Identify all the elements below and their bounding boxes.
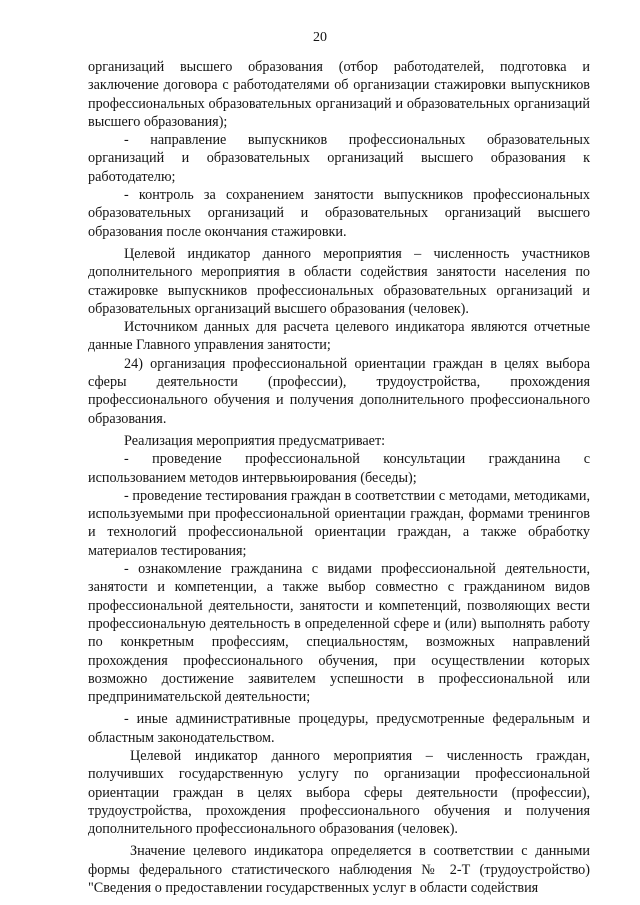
page-number: 20 xyxy=(313,30,327,45)
paragraph: - проведение тестирования граждан в соответствии с методами, методиками, используемыми при профессиональной ориентации граждан, формами тренингов и технологий профессиональной ориентации граждан, а также обработку материалов тестирования; xyxy=(88,487,590,559)
paragraph: - контроль за сохранением занятости выпускников профессиональных образовательных организаций и образовательных организаций высшего образования после окончания стажировки. xyxy=(88,187,590,240)
paragraph: Реализация мероприятия предусматривает: xyxy=(124,432,386,449)
paragraph: Значение целевого индикатора определяется в соответствии с данными формы федерального статистического наблюдения № 2-Т (трудоустройство) "Сведения о предоставлении государственных услуг в области содействия xyxy=(88,843,590,897)
document-body xyxy=(88,58,590,897)
paragraph: - иные административные процедуры, предусмотренные федеральным и областным законодательством. xyxy=(88,711,590,746)
paragraph: - проведение профессиональной консультации гражданина с использованием методов интервьюирования (беседы); xyxy=(88,451,590,486)
paragraph: организаций высшего образования (отбор работодателей, подготовка и заключение договора с работодателями об организации стажировки выпускников профессиональных образовательных организаций и образовательных организаций высшего образования); xyxy=(88,59,590,130)
paragraph: - ознакомление гражданина с видами профессиональной деятельности, занятости и компетенции, а также выбор совместно с гражданином видов профессиональной деятельности, занятости и компетенций, позволяющих вести профессиональную деятельность в определенной сфере и (или) выполнять работу по конкретным профессиям, специальностям, возможных направлений прохождения профессионального обучения, при осуществлении которых возможно достижение заявителем успешности в профессиональной или предпринимательской деятельности; xyxy=(88,561,590,706)
paragraph: 24) организация профессиональной ориентации граждан в целях выбора сферы деятельности (профессии), трудоустройства, прохождения профессионального обучения и получения дополнительного профессионального образования. xyxy=(88,355,590,427)
paragraph: Источником данных для расчета целевого индикатора являются отчетные данные Главного управления занятости; xyxy=(88,319,590,354)
paragraph: Целевой индикатор данного мероприятия – численность граждан, получивших государственную услугу по организации профессиональной ориентации граждан в целях выбора сферы деятельности (профессии), трудоустройства, прохождения профессионального обучения и получения дополнительного профессионального образования (человек). xyxy=(88,747,590,838)
paragraph: - направление выпускников профессиональных образовательных организаций и образовательных организаций высшего образования к работодателю; xyxy=(88,132,590,185)
paragraph: Целевой индикатор данного мероприятия – численность участников дополнительного мероприятия в области содействия занятости населения по стажировке выпускников профессиональных образовательных организаций и образовательных организаций высшего образования (человек). xyxy=(88,245,590,317)
